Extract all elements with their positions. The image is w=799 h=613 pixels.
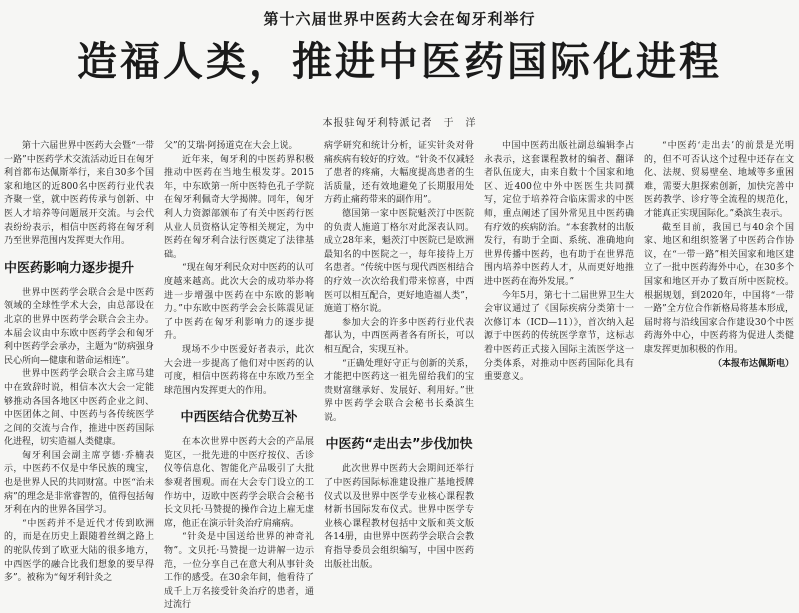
paragraph: “中医药‘走出去’的前景是光明的，但不可否认这个过程中还存在文化、法规、贸易壁垒、地域等多重困难，需要大胆探索创新，加快完善中医药教学、诊疗等全流程的规范化，才能真正实现国际化。”桑滨生表示。 — [644, 141, 794, 219]
article-column-4 — [484, 140, 634, 520]
paragraph: “中医药并不是近代才传到欧洲的，而是在历史上跟随着丝绸之路上的驼队传到了欧亚大陆的很多地方，中西医学的融合比我们想象的要早得多”。被称为“匈牙利针灸之 — [4, 518, 154, 584]
paragraph: 近年来，匈牙利的中医药界积极推动中医药在当地生根发芽。2015年，中东欧第一所中医特色孔子学院在匈牙利佩奇大学揭牌。同年，匈牙利人力资源部颁布了有关中医药行医从业人员资格认定等相关规定，为中医药在匈牙利合法行医奠定了法律基础。 — [164, 154, 314, 260]
paragraph: 今年5月，第七十二届世界卫生大会审议通过了《国际疾病分类第十一次修订本（ICD—11）》，首次纳入起源于中医药的传统医学章节，这标志着中医药正式接入国际主流医学这一分类体系，对推动中医药国际化具有重要意义。 — [484, 290, 634, 383]
article-column-2 — [164, 140, 314, 611]
main-headline: 造福人类，推进中医药国际化进程 — [77, 39, 722, 85]
paragraph: 在本次世界中医药大会的产品展览区，一批先进的中医疗按仪、舌诊仪等信息化、智能化产品吸引了大批参观者围观。而在大会专门设立的工作坊中，迈欧中医药学会联合会秘书长文贝托·马赞提的操作合边上雇无虚席，他正在演示针灸治疗肩痛病。 — [164, 437, 314, 529]
subheading: 中医药“走出去”步伐加快 — [325, 437, 473, 453]
paragraph: 父”的艾瑞·阿扬道克在大会上说。 — [164, 141, 298, 151]
kicker-headline: 第十六届世界中医药大会在匈牙利举行 — [263, 10, 536, 28]
paragraph: 第十六届世界中医药大会暨“一带一路”中医药学术交流活动近日在匈牙利首都布达佩斯举行，来自30多个国家和地区的近800名中医药行业代表齐聚一堂，就中医药传承与创新、中医人才培养等问题展开交流。与会代表纷纷表示，相信中医药将在匈牙利乃至世界范围内发挥更大作用。 — [4, 141, 154, 247]
paragraph: 世界中医药学会联合会主席马建中在致辞时说，相信本次大会一定能够推动各国各地区中医药企业之间、中医团体之间、中医药与各传统医学之间的交流与合作，推进中医药国际化进程，切实造福人类健康。 — [4, 369, 154, 448]
paragraph: 现场不少中医爱好者表示，此次大会进一步提高了他们对中医药的认可度，相信中医药将在中东欧乃至全球范围内发挥更大的作用。 — [164, 344, 314, 396]
article-column-5 — [644, 140, 794, 520]
paragraph: 世界中医药学会联合会是中医药领域的全球性学术大会，由总部设在北京的世界中医药学会联合会主办。本届会议由中东欧中医药学会和匈牙利中医药学会承办，主题为“防病强身民心所向—健康和谐命运相连”。 — [4, 287, 154, 366]
paragraph: 病学研究和统计分析，证实针灸对骨痛疾病有较好的疗效。“针灸不仅减轻了患者的疼痛，大幅度提高患者的生活质量，还有效地避免了长期服用处方药止痛药带来的副作用”。 — [324, 141, 474, 206]
paragraph: 德国第一家中医院魁茨汀中医院的负责人施道丁格尔对此深表认同。成立28年来，魁茨汀中医院已是欧洲最知名的中医院之一，每年接待上万名患者。“传统中医与现代西医相结合的疗效一次次给我们带来惊喜，中西医可以相互配合，更好地造福人类”，施道丁格尔说。 — [324, 208, 474, 315]
byline: 本报驻匈牙利特派记者 于 洋 — [322, 118, 477, 129]
paragraph: 中国中医药出版社副总编辑李占永表示，这套课程教材的编者、翻译者队伍庞大，由来自数十个国家和地区、近400位中外中医医生共同撰写，定位于培养符合临床需求的中医师，重点阐述了国外常见且中医药确有疗效的疾病防治。“本套教材的出版发行，有助于全面、系统、准确地向世界传播中医药，也有助于在世界范围内培养中医药人才，从而更好地推进中医药在海外发展。” — [484, 141, 634, 287]
paragraph: “正确处理好守正与创新的关系，才能把中医药这一祖先留给我们的宝贵财富继承好、发展好、利用好。”世界中医药学会联合会秘书长桑滨生说。 — [324, 358, 474, 423]
paragraph: 参加大会的许多中医药行业代表都认为，中西医两者各有所长，可以相互配合，实现互补。 — [324, 317, 474, 355]
article-column-3 — [324, 140, 474, 570]
paragraph: “针灸是中国送给世界的神奇礼物”。文贝托·马赞提一边讲解一边示范，一位分享自己在意大利从事针灸工作的感受。在30余年间，他看待了成千上万名接受针灸治疗的患者，通过流行 — [164, 532, 314, 611]
paragraph: 截至目前，我国已与40余个国家、地区和组织签署了中医药合作协议，在“一带一路”相关国家和地区建立了一批中医药海外中心，在30多个国家和地区开办了数百所中医院校。根据规划，到2020年，中国将“一带一路”全方位合作新格局将基本形成，届时将与沿线国家合作建设30个中医药海外中心，中医药将为促进人类健康发挥更加积极的作用。 — [644, 222, 794, 355]
subheading: 中医药影响力逐步提升 — [4, 260, 135, 276]
paragraph: 此次世界中医药大会期间还举行了中医药国际标准建设推广基地授牌仪式以及世界中医学专业核心课程教材新书国际发布仪式。世界中医学专业核心课程教材包括中文版和英文版各14册，由世界中医药学会联合会教育指导委员会组织编写，中国中医药出版社出版。 — [324, 464, 474, 570]
dateline-credit: （本报布达佩斯电） — [712, 358, 794, 369]
article-column-1 — [4, 140, 154, 584]
subheading: 中西医结合优势互补 — [180, 410, 298, 426]
paragraph: 匈牙利国会副主席亨德·乔楠表示，中医药不仅是中华民族的瑰宝，也是世界人民的共同财富。中医“治未病”的理念是非常睿智的，值得包括匈牙利在内的世界各国学习。 — [4, 450, 154, 516]
paragraph: “现在匈牙利民众对中医药的认可度越来越高。此次大会的成功举办将进一步增强中医药在中东欧的影响力。”中东欧中医药学会会长陈震见证了中医药在匈牙利影响力的逐步提升。 — [164, 263, 314, 342]
